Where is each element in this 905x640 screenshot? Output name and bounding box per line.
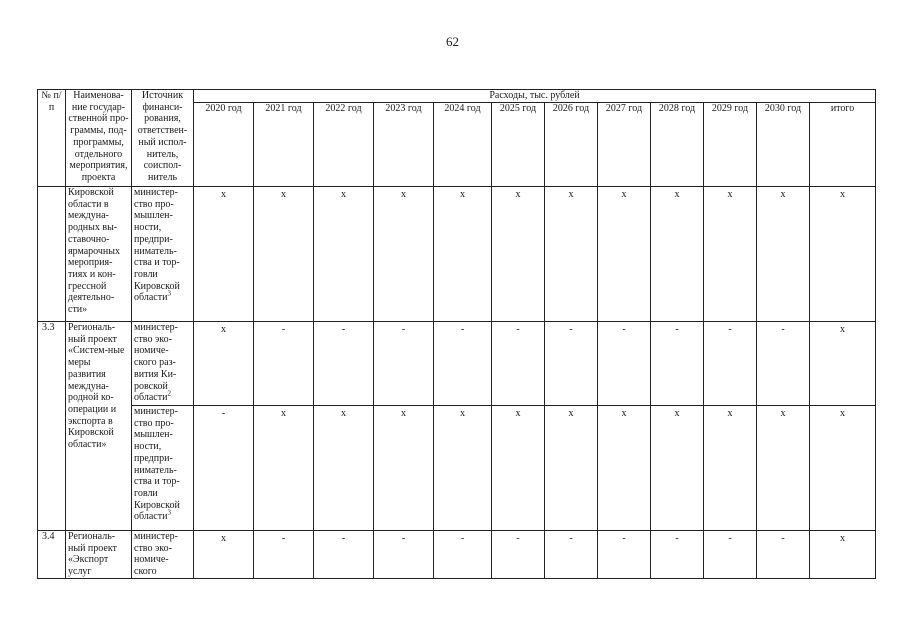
row-source-text: министер-ство про-мышлен-ности, предпри-ниматель-ства и тор-говли Кировской области xyxy=(134,187,180,304)
expense-cell: - xyxy=(598,322,651,406)
expense-cell: x xyxy=(704,406,757,531)
expense-cell: - xyxy=(254,322,314,406)
row-number: 3.3 xyxy=(38,322,66,531)
table-row xyxy=(38,406,876,531)
expense-cell: - xyxy=(651,531,704,579)
row-source-text: министер-ство эко-номиче-ского xyxy=(134,531,178,578)
header-year: 2021 год xyxy=(254,103,314,187)
row-number xyxy=(38,187,66,322)
expense-cell: - xyxy=(194,406,254,531)
expense-cell: - xyxy=(598,531,651,579)
expense-cell: x xyxy=(651,187,704,322)
expense-cell: x xyxy=(194,187,254,322)
expense-cell: x xyxy=(757,406,810,531)
expense-cell: x xyxy=(194,531,254,579)
row-name: Региональ-ный проект «Систем-ные меры развития междуна-родной ко-операции и экспорта в Кировской области» xyxy=(66,322,132,531)
expense-cell: x xyxy=(545,406,598,531)
expenses-table xyxy=(37,89,876,579)
expense-cell: - xyxy=(757,322,810,406)
header-year: 2022 год xyxy=(314,103,374,187)
header-num: № п/п xyxy=(38,90,66,187)
row-source xyxy=(132,531,194,579)
header-year: 2030 год xyxy=(757,103,810,187)
row-name: Кировской области в междуна-родных вы-ставочно-ярмарочных мероприя-тиях и кон-грессной деятельно-сти» xyxy=(66,187,132,322)
expense-cell: x xyxy=(374,187,434,322)
expense-cell: - xyxy=(314,322,374,406)
expense-cell: x xyxy=(757,187,810,322)
expense-cell: x xyxy=(254,406,314,531)
expense-cell: - xyxy=(492,322,545,406)
expense-cell: x xyxy=(314,406,374,531)
expense-cell: - xyxy=(704,531,757,579)
header-year: 2020 год xyxy=(194,103,254,187)
expense-cell: x xyxy=(374,406,434,531)
row-source xyxy=(132,187,194,322)
footnote-marker: 3 xyxy=(167,290,171,298)
expense-cell: - xyxy=(492,531,545,579)
expense-cell: x xyxy=(194,322,254,406)
table-row xyxy=(38,187,876,322)
header-year: 2026 год xyxy=(545,103,598,187)
expense-cell: - xyxy=(374,322,434,406)
expense-cell: x xyxy=(254,187,314,322)
expense-cell: x xyxy=(598,187,651,322)
row-name: Региональ-ный проект «Экспорт услуг xyxy=(66,531,132,579)
expense-cell: - xyxy=(704,322,757,406)
expense-cell: x xyxy=(810,322,876,406)
header-source: Источник финанси-рования, ответствен-ный испол-нитель, соиспол-нитель xyxy=(132,90,194,187)
expense-cell: - xyxy=(757,531,810,579)
expense-cell: x xyxy=(492,406,545,531)
row-source xyxy=(132,322,194,406)
header-year: итого xyxy=(810,103,876,187)
expense-cell: - xyxy=(651,322,704,406)
expense-cell: - xyxy=(314,531,374,579)
expense-cell: x xyxy=(434,406,492,531)
expense-cell: x xyxy=(810,531,876,579)
expense-cell: - xyxy=(254,531,314,579)
row-number: 3.4 xyxy=(38,531,66,579)
expense-cell: x xyxy=(651,406,704,531)
header-year: 2024 год xyxy=(434,103,492,187)
table-row xyxy=(38,531,876,579)
expense-cell: - xyxy=(374,531,434,579)
row-source xyxy=(132,406,194,531)
header-year: 2027 год xyxy=(598,103,651,187)
page-number: 62 xyxy=(446,34,459,49)
expense-cell: x xyxy=(598,406,651,531)
expense-cell: x xyxy=(810,187,876,322)
header-year: 2028 год xyxy=(651,103,704,187)
expense-cell: x xyxy=(545,187,598,322)
row-source-text: министер-ство эко-номиче-ского раз-вития Ки-ровской области xyxy=(134,322,178,404)
footnote-marker: 2 xyxy=(167,389,171,398)
header-year: 2029 год xyxy=(704,103,757,187)
header-name: Наименова-ние государ-ственной про-граммы, под-программы, отдельного мероприятия, проекта xyxy=(66,90,132,187)
table-row xyxy=(38,322,876,406)
header-year: 2023 год xyxy=(374,103,434,187)
expense-cell: x xyxy=(492,187,545,322)
expense-cell: - xyxy=(434,322,492,406)
row-source-text: министер-ство про-мышлен-ности, предпри-ниматель-ства и тор-говли Кировской области xyxy=(134,406,180,523)
expense-cell: - xyxy=(434,531,492,579)
footnote-marker: 3 xyxy=(167,509,171,517)
expense-cell: - xyxy=(545,531,598,579)
header-year: 2025 год xyxy=(492,103,545,187)
expense-cell: x xyxy=(810,406,876,531)
expense-cell: - xyxy=(545,322,598,406)
expense-cell: x xyxy=(434,187,492,322)
header-expenses-group: Расходы, тыс. рублей xyxy=(194,90,876,103)
expense-cell: x xyxy=(704,187,757,322)
expense-cell: x xyxy=(314,187,374,322)
